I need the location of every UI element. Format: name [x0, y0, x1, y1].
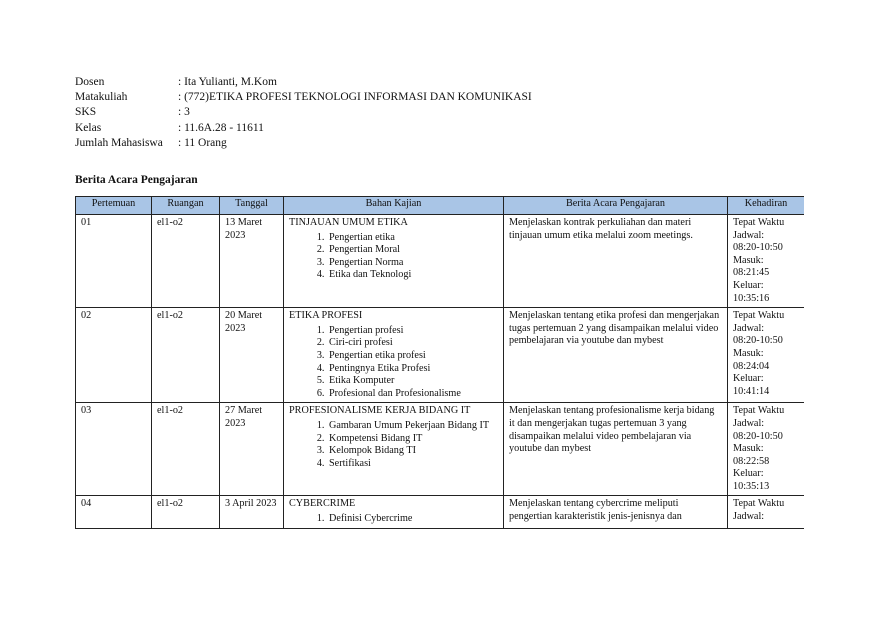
list-item: 3. Pengertian etika profesi — [327, 350, 498, 363]
column-header: Kehadiran — [728, 197, 805, 215]
info-value: : 3 — [178, 106, 190, 119]
cell-berita-acara: Menjelaskan tentang profesionalisme kerja bidang it dan mengerjakan tugas pertemuan 3 yang disampaikan melalui video pembelajaran via youtube dan mybest — [504, 403, 728, 496]
list-item: 4. Sertifikasi — [327, 458, 498, 471]
cell-kehadiran — [728, 403, 805, 496]
topic-list — [289, 420, 498, 470]
table-row — [76, 403, 805, 496]
attendance-line: Tepat Waktu — [733, 405, 785, 417]
info-row-jumlah-mahasiswa — [75, 136, 532, 151]
attendance-line: Jadwal: — [733, 511, 765, 523]
topic-title: ETIKA PROFESI — [289, 310, 363, 322]
cell-tanggal: 20 Maret 2023 — [220, 308, 284, 403]
course-info — [75, 75, 532, 151]
topic-list — [289, 325, 498, 401]
list-item: 2. Pengertian Moral — [327, 244, 498, 257]
info-value: : 11 Orang — [178, 136, 227, 149]
attendance-line: Jadwal: — [733, 417, 765, 429]
column-header: Bahan Kajian — [284, 197, 504, 215]
list-item: 4. Etika dan Teknologi — [327, 269, 498, 282]
attendance-line: Jadwal: — [733, 322, 765, 334]
list-item: 3. Pengertian Norma — [327, 257, 498, 270]
attendance-line: Jadwal: — [733, 229, 765, 241]
topic-title: TINJAUAN UMUM ETIKA — [289, 217, 408, 228]
cell-pertemuan: 02 — [76, 308, 152, 403]
attendance-line: Tepat Waktu — [733, 310, 785, 322]
attendance-line: 08:21:45 — [733, 267, 770, 279]
attendance-line: Tepat Waktu — [733, 498, 785, 510]
table-row — [76, 215, 805, 308]
cell-ruangan: el1-o2 — [152, 308, 220, 403]
cell-pertemuan: 03 — [76, 403, 152, 496]
topic-list — [289, 232, 498, 282]
attendance-line: 08:20-10:50 — [733, 335, 783, 347]
list-item: 2. Ciri-ciri profesi — [327, 337, 498, 350]
list-item: 5. Etika Komputer — [327, 375, 498, 388]
info-label: Kelas — [75, 121, 102, 134]
list-item: 6. Profesional dan Profesionalisme — [327, 388, 498, 401]
table-row — [76, 308, 805, 403]
attendance-line: 08:24:04 — [733, 360, 770, 372]
column-header: Pertemuan — [76, 197, 152, 215]
column-header: Ruangan — [152, 197, 220, 215]
cell-tanggal: 27 Maret 2023 — [220, 403, 284, 496]
info-label: Jumlah Mahasiswa — [75, 136, 163, 149]
list-item: 1. Gambaran Umum Pekerjaan Bidang IT — [327, 420, 498, 433]
list-item: 1. Pengertian etika — [327, 232, 498, 245]
attendance-line: 08:20-10:50 — [733, 430, 783, 442]
cell-bahan-kajian — [284, 403, 504, 496]
topic-list — [289, 513, 498, 526]
cell-kehadiran — [728, 308, 805, 403]
attendance-line: Keluar: — [733, 468, 764, 480]
list-item: 4. Pentingnya Etika Profesi — [327, 363, 498, 376]
column-header: Berita Acara Pengajaran — [504, 197, 728, 215]
cell-berita-acara: Menjelaskan tentang etika profesi dan mengerjakan tugas pertemuan 2 yang disampaikan melalui video pembelajaran via youtube dan mybest — [504, 308, 728, 403]
cell-berita-acara: Menjelaskan kontrak perkuliahan dan materi tinjauan umum etika melalui zoom meetings. — [504, 215, 728, 308]
attendance-line: Masuk: — [733, 443, 764, 455]
attendance-line: 08:20-10:50 — [733, 242, 783, 254]
info-row-matakuliah — [75, 90, 532, 105]
cell-ruangan: el1-o2 — [152, 496, 220, 528]
info-row-sks — [75, 105, 532, 120]
info-row-kelas — [75, 121, 532, 136]
teaching-log-table-wrapper — [75, 196, 804, 542]
cell-pertemuan: 04 — [76, 496, 152, 528]
list-item: 3. Kelompok Bidang TI — [327, 445, 498, 458]
attendance-line: 10:41:14 — [733, 385, 770, 397]
info-label: SKS — [75, 106, 97, 119]
info-value: : (772)ETIKA PROFESI TEKNOLOGI INFORMASI DAN KOMUNIKASI — [178, 91, 532, 104]
info-value: : 11.6A.28 - 11611 — [178, 121, 264, 134]
attendance-line: Keluar: — [733, 279, 764, 291]
cell-tanggal: 13 Maret 2023 — [220, 215, 284, 308]
cell-ruangan: el1-o2 — [152, 403, 220, 496]
table-body — [76, 215, 805, 529]
cell-tanggal: 3 April 2023 — [220, 496, 284, 528]
cell-bahan-kajian — [284, 215, 504, 308]
column-header: Tanggal — [220, 197, 284, 215]
attendance-line: 10:35:16 — [733, 292, 770, 304]
attendance-line: Masuk: — [733, 347, 764, 359]
cell-pertemuan: 01 — [76, 215, 152, 308]
list-item: 1. Pengertian profesi — [327, 325, 498, 338]
table-row — [76, 496, 805, 528]
section-title: Berita Acara Pengajaran — [75, 174, 198, 186]
attendance-line: Tepat Waktu — [733, 217, 785, 228]
info-label: Matakuliah — [75, 91, 128, 104]
cell-ruangan: el1-o2 — [152, 215, 220, 308]
info-row-dosen — [75, 75, 532, 90]
cell-bahan-kajian — [284, 496, 504, 528]
teaching-log-table — [75, 196, 804, 529]
attendance-line: 10:35:13 — [733, 480, 770, 492]
topic-title: PROFESIONALISME KERJA BIDANG IT — [289, 405, 471, 417]
cell-kehadiran — [728, 496, 805, 528]
table-header-row — [76, 197, 805, 215]
topic-title: CYBERCRIME — [289, 498, 356, 510]
cell-berita-acara: Menjelaskan tentang cybercrime meliputi pengertian karakteristik jenis-jenisnya dan — [504, 496, 728, 528]
attendance-line: Masuk: — [733, 254, 764, 266]
cell-bahan-kajian — [284, 308, 504, 403]
info-value: : Ita Yulianti, M.Kom — [178, 76, 277, 88]
cell-kehadiran — [728, 215, 805, 308]
list-item: 1. Definisi Cybercrime — [327, 513, 498, 526]
list-item: 2. Kompetensi Bidang IT — [327, 433, 498, 446]
attendance-line: Keluar: — [733, 373, 764, 385]
attendance-line: 08:22:58 — [733, 455, 770, 467]
info-label: Dosen — [75, 76, 105, 88]
